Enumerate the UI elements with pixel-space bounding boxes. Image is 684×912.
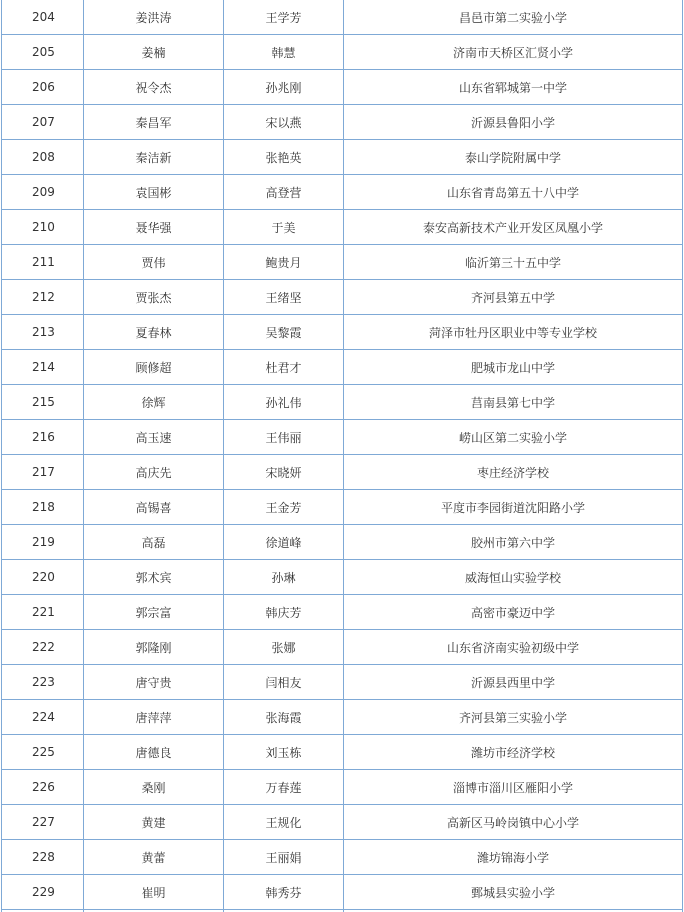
mentor-cell: 王绪坚 — [224, 280, 344, 315]
row-number-cell: 228 — [2, 840, 84, 875]
mentor-cell: 于美 — [224, 210, 344, 245]
school-cell: 崂山区第二实验小学 — [344, 420, 683, 455]
row-number-cell: 206 — [2, 70, 84, 105]
mentor-cell: 宋晓妍 — [224, 455, 344, 490]
row-number-cell: 224 — [2, 700, 84, 735]
table-row — [2, 385, 683, 420]
table-row — [2, 0, 683, 35]
mentor-cell: 韩庆芳 — [224, 595, 344, 630]
table-row — [2, 735, 683, 770]
school-cell: 泰安高新技术产业开发区凤凰小学 — [344, 210, 683, 245]
name-cell: 郭宗富 — [84, 595, 224, 630]
name-cell: 高庆先 — [84, 455, 224, 490]
table-row — [2, 805, 683, 840]
name-cell: 高磊 — [84, 525, 224, 560]
table-row — [2, 210, 683, 245]
table-row — [2, 560, 683, 595]
school-cell: 齐河县第三实验小学 — [344, 700, 683, 735]
roster-table-body — [2, 0, 683, 912]
mentor-cell: 张海霞 — [224, 700, 344, 735]
roster-table — [1, 0, 683, 912]
table-row — [2, 595, 683, 630]
mentor-cell: 王规化 — [224, 805, 344, 840]
school-cell: 临沂第三十五中学 — [344, 245, 683, 280]
mentor-cell: 韩秀芬 — [224, 875, 344, 910]
school-cell: 菏泽市牡丹区职业中等专业学校 — [344, 315, 683, 350]
row-number-cell: 217 — [2, 455, 84, 490]
table-row — [2, 140, 683, 175]
school-cell: 沂源县西里中学 — [344, 665, 683, 700]
mentor-cell: 徐道峰 — [224, 525, 344, 560]
table-row — [2, 840, 683, 875]
school-cell: 胶州市第六中学 — [344, 525, 683, 560]
school-cell: 肥城市龙山中学 — [344, 350, 683, 385]
name-cell: 贾张杰 — [84, 280, 224, 315]
name-cell: 桑刚 — [84, 770, 224, 805]
table-row — [2, 350, 683, 385]
row-number-cell: 216 — [2, 420, 84, 455]
table-row — [2, 315, 683, 350]
mentor-cell: 万春莲 — [224, 770, 344, 805]
row-number-cell: 211 — [2, 245, 84, 280]
name-cell: 唐德良 — [84, 735, 224, 770]
row-number-cell: 205 — [2, 35, 84, 70]
mentor-cell: 杜君才 — [224, 350, 344, 385]
school-cell: 沂源县鲁阳小学 — [344, 105, 683, 140]
school-cell: 济南市天桥区汇贤小学 — [344, 35, 683, 70]
row-number-cell: 208 — [2, 140, 84, 175]
name-cell: 唐萍萍 — [84, 700, 224, 735]
school-cell: 高密市豪迈中学 — [344, 595, 683, 630]
name-cell: 姜楠 — [84, 35, 224, 70]
school-cell: 齐河县第五中学 — [344, 280, 683, 315]
mentor-cell: 孙琳 — [224, 560, 344, 595]
school-cell: 山东省济南实验初级中学 — [344, 630, 683, 665]
name-cell: 袁国彬 — [84, 175, 224, 210]
row-number-cell: 229 — [2, 875, 84, 910]
mentor-cell: 宋以燕 — [224, 105, 344, 140]
name-cell: 姜洪涛 — [84, 0, 224, 35]
table-row — [2, 490, 683, 525]
table-row — [2, 105, 683, 140]
mentor-cell: 王伟丽 — [224, 420, 344, 455]
school-cell: 泰山学院附属中学 — [344, 140, 683, 175]
name-cell: 聂华强 — [84, 210, 224, 245]
row-number-cell: 219 — [2, 525, 84, 560]
table-row — [2, 245, 683, 280]
mentor-cell: 闫相友 — [224, 665, 344, 700]
school-cell: 淄博市淄川区雁阳小学 — [344, 770, 683, 805]
table-row — [2, 420, 683, 455]
name-cell: 高锡喜 — [84, 490, 224, 525]
row-number-cell: 212 — [2, 280, 84, 315]
name-cell: 黄蕾 — [84, 840, 224, 875]
school-cell: 潍坊市经济学校 — [344, 735, 683, 770]
name-cell: 秦洁新 — [84, 140, 224, 175]
mentor-cell: 吴黎霞 — [224, 315, 344, 350]
school-cell: 山东省青岛第五十八中学 — [344, 175, 683, 210]
row-number-cell: 204 — [2, 0, 84, 35]
row-number-cell: 215 — [2, 385, 84, 420]
table-row — [2, 700, 683, 735]
table-row — [2, 280, 683, 315]
name-cell: 秦昌军 — [84, 105, 224, 140]
name-cell: 黄建 — [84, 805, 224, 840]
name-cell: 唐守贵 — [84, 665, 224, 700]
table-row — [2, 70, 683, 105]
mentor-cell: 王学芳 — [224, 0, 344, 35]
school-cell: 平度市李园街道沈阳路小学 — [344, 490, 683, 525]
row-number-cell: 223 — [2, 665, 84, 700]
row-number-cell: 226 — [2, 770, 84, 805]
table-row — [2, 875, 683, 910]
name-cell: 顾修超 — [84, 350, 224, 385]
name-cell: 郭隆刚 — [84, 630, 224, 665]
mentor-cell: 张娜 — [224, 630, 344, 665]
row-number-cell: 209 — [2, 175, 84, 210]
table-row — [2, 665, 683, 700]
table-row — [2, 770, 683, 805]
mentor-cell: 刘玉栋 — [224, 735, 344, 770]
school-cell: 枣庄经济学校 — [344, 455, 683, 490]
table-row — [2, 35, 683, 70]
table-row — [2, 525, 683, 560]
school-cell: 鄄城县实验小学 — [344, 875, 683, 910]
mentor-cell: 孙礼伟 — [224, 385, 344, 420]
row-number-cell: 213 — [2, 315, 84, 350]
table-row — [2, 455, 683, 490]
row-number-cell: 218 — [2, 490, 84, 525]
row-number-cell: 214 — [2, 350, 84, 385]
name-cell: 贾伟 — [84, 245, 224, 280]
mentor-cell: 孙兆刚 — [224, 70, 344, 105]
mentor-cell: 高登营 — [224, 175, 344, 210]
row-number-cell: 227 — [2, 805, 84, 840]
school-cell: 莒南县第七中学 — [344, 385, 683, 420]
row-number-cell: 207 — [2, 105, 84, 140]
row-number-cell: 225 — [2, 735, 84, 770]
name-cell: 夏春林 — [84, 315, 224, 350]
mentor-cell: 王丽娟 — [224, 840, 344, 875]
mentor-cell: 韩慧 — [224, 35, 344, 70]
mentor-cell: 王金芳 — [224, 490, 344, 525]
row-number-cell: 210 — [2, 210, 84, 245]
name-cell: 崔明 — [84, 875, 224, 910]
school-cell: 山东省郓城第一中学 — [344, 70, 683, 105]
row-number-cell: 222 — [2, 630, 84, 665]
mentor-cell: 鲍贵月 — [224, 245, 344, 280]
school-cell: 高新区马岭岗镇中心小学 — [344, 805, 683, 840]
name-cell: 徐辉 — [84, 385, 224, 420]
row-number-cell: 220 — [2, 560, 84, 595]
name-cell: 高玉速 — [84, 420, 224, 455]
school-cell: 潍坊锦海小学 — [344, 840, 683, 875]
school-cell: 昌邑市第二实验小学 — [344, 0, 683, 35]
table-row — [2, 175, 683, 210]
mentor-cell: 张艳英 — [224, 140, 344, 175]
name-cell: 郭术宾 — [84, 560, 224, 595]
school-cell: 威海恒山实验学校 — [344, 560, 683, 595]
name-cell: 祝令杰 — [84, 70, 224, 105]
table-row — [2, 630, 683, 665]
row-number-cell: 221 — [2, 595, 84, 630]
